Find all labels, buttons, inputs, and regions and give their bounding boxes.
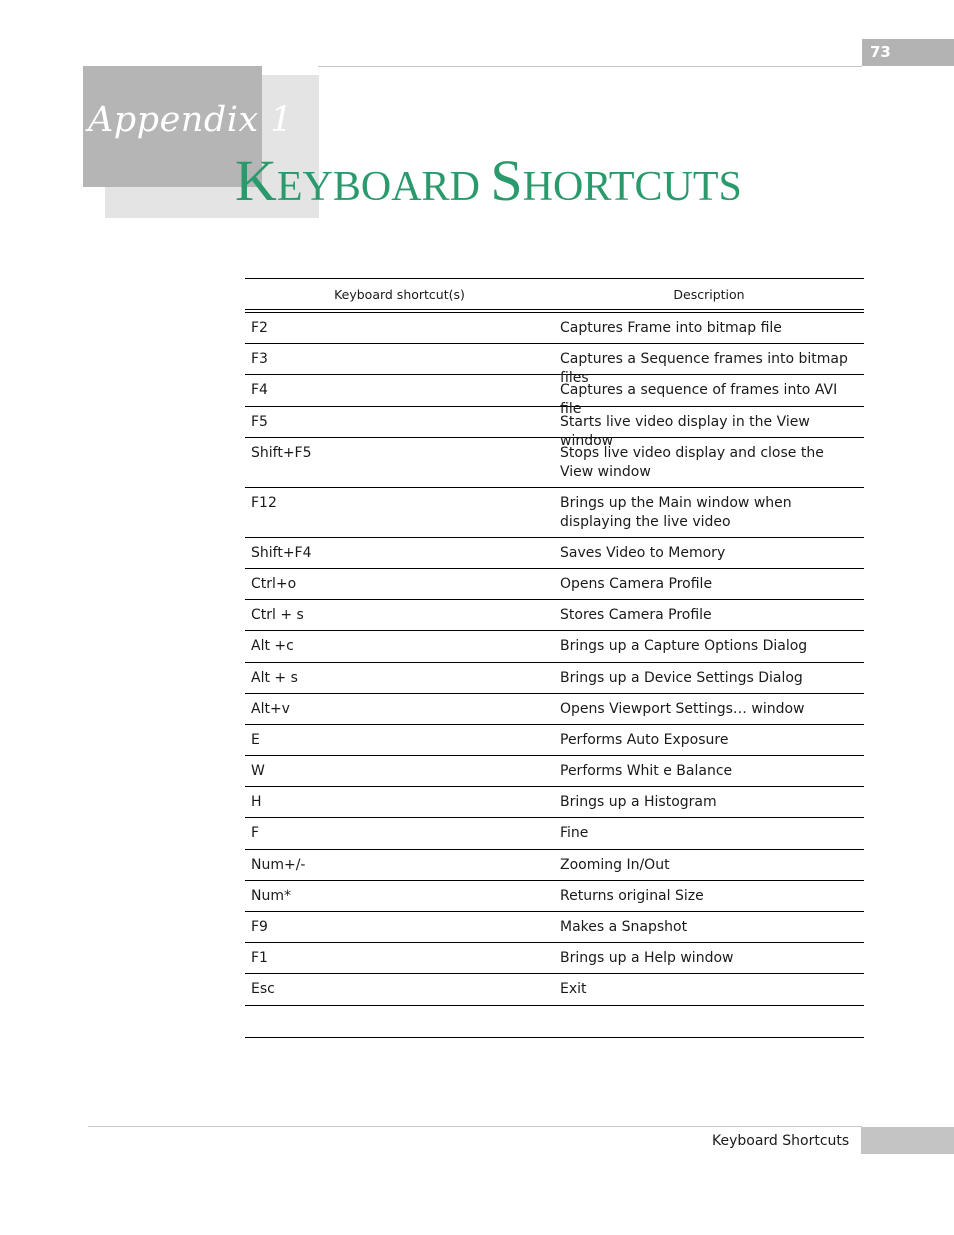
title-part-1: EYBOARD	[276, 164, 491, 210]
table-row	[245, 725, 864, 756]
shortcut-description-cell: Captures Frame into bitmap file	[560, 320, 782, 336]
shortcut-description-cell: Saves Video to Memory	[560, 544, 726, 561]
shortcut-key-cell: Alt + s	[251, 669, 298, 686]
table-row	[245, 569, 864, 600]
shortcut-key-cell: F9	[251, 919, 268, 935]
shortcut-description-cell: Captures a Sequence frames into bitmap files	[560, 351, 848, 387]
shortcut-key-cell: F4	[251, 382, 268, 399]
shortcut-description-cell: Performs Whit e Balance	[560, 763, 733, 780]
shortcut-key-cell: Alt +c	[251, 638, 294, 655]
title-initial-s: S	[490, 148, 523, 213]
shortcut-description-cell: Fine	[560, 825, 589, 842]
column-header-description: Description	[673, 286, 745, 302]
table-row	[245, 694, 864, 725]
shortcut-description-cell: Captures a sequence of frames into AVI file	[560, 382, 838, 418]
appendix-label: Appendix 1	[88, 100, 294, 140]
shortcut-key-cell: H	[251, 794, 262, 811]
table-row	[245, 974, 864, 1005]
shortcut-key-cell: Num*	[251, 887, 291, 904]
title-part-2: HORTCUTS	[522, 164, 742, 210]
table-row	[245, 407, 864, 449]
column-header-shortcut: Keyboard shortcut(s)	[334, 286, 465, 302]
table-row	[245, 943, 864, 974]
table-row	[245, 313, 864, 344]
table-row	[245, 756, 864, 787]
shortcut-description-cell: Brings up the Main window when displaying the live video	[560, 494, 792, 530]
shortcut-key-cell: F5	[251, 413, 268, 430]
table-header-row	[245, 279, 864, 309]
shortcut-description-cell: Makes a Snapshot	[560, 919, 688, 935]
header-rule	[318, 66, 862, 67]
table-row	[245, 488, 864, 538]
shortcut-key-cell: F1	[251, 950, 268, 967]
shortcut-key-cell: Shift+F4	[251, 544, 312, 561]
shortcut-key-cell: E	[251, 731, 260, 748]
table-empty-row	[245, 1006, 864, 1038]
footer-tab	[861, 1127, 954, 1154]
shortcut-description-cell: Brings up a Device Settings Dialog	[560, 669, 803, 686]
table-row	[245, 787, 864, 818]
shortcut-key-cell: F3	[251, 351, 268, 368]
table-row	[245, 818, 864, 849]
shortcut-description-cell: Brings up a Capture Options Dialog	[560, 638, 808, 655]
shortcut-description-cell: Brings up a Help window	[560, 950, 734, 967]
shortcut-key-cell: Ctrl + s	[251, 607, 304, 624]
table-row	[245, 663, 864, 694]
shortcut-key-cell: Shift+F5	[251, 444, 312, 461]
table-row	[245, 375, 864, 418]
table-row	[245, 912, 864, 943]
shortcut-key-cell: Ctrl+o	[251, 575, 297, 592]
table-row	[245, 438, 864, 488]
shortcut-description-cell: Returns original Size	[560, 887, 704, 904]
shortcut-key-cell: F2	[251, 320, 268, 336]
table-row	[245, 850, 864, 881]
table-row	[245, 600, 864, 631]
table-row	[245, 881, 864, 912]
table-body	[245, 313, 864, 1006]
table-row	[245, 344, 864, 387]
shortcut-description-cell: Opens Viewport Settings… window	[560, 700, 805, 717]
shortcut-key-cell: Esc	[251, 981, 275, 998]
shortcut-key-cell: W	[251, 763, 265, 780]
shortcuts-table	[245, 278, 864, 1038]
table-row	[245, 538, 864, 569]
shortcut-key-cell: Num+/-	[251, 856, 306, 873]
title-initial-k: K	[235, 148, 277, 213]
shortcut-description-cell: Opens Camera Profile	[560, 575, 713, 592]
shortcut-description-cell: Brings up a Histogram	[560, 794, 717, 811]
page-title	[235, 148, 742, 213]
table-row	[245, 631, 864, 662]
shortcut-description-cell: Zooming In/Out	[560, 856, 670, 873]
footer-section-name: Keyboard Shortcuts	[712, 1133, 850, 1149]
shortcut-key-cell: Alt+v	[251, 700, 290, 717]
shortcut-description-cell: Exit	[560, 981, 587, 998]
shortcut-description-cell: Stores Camera Profile	[560, 607, 712, 624]
shortcut-description-cell: Starts live video display in the View window	[560, 413, 810, 449]
shortcut-key-cell: F	[251, 825, 260, 842]
shortcut-description-cell: Stops live video display and close the View window	[560, 444, 824, 480]
shortcut-description-cell: Performs Auto Exposure	[560, 731, 729, 748]
footer-rule	[88, 1126, 862, 1127]
shortcut-key-cell: F12	[251, 494, 277, 511]
page-number: 73	[870, 43, 891, 61]
